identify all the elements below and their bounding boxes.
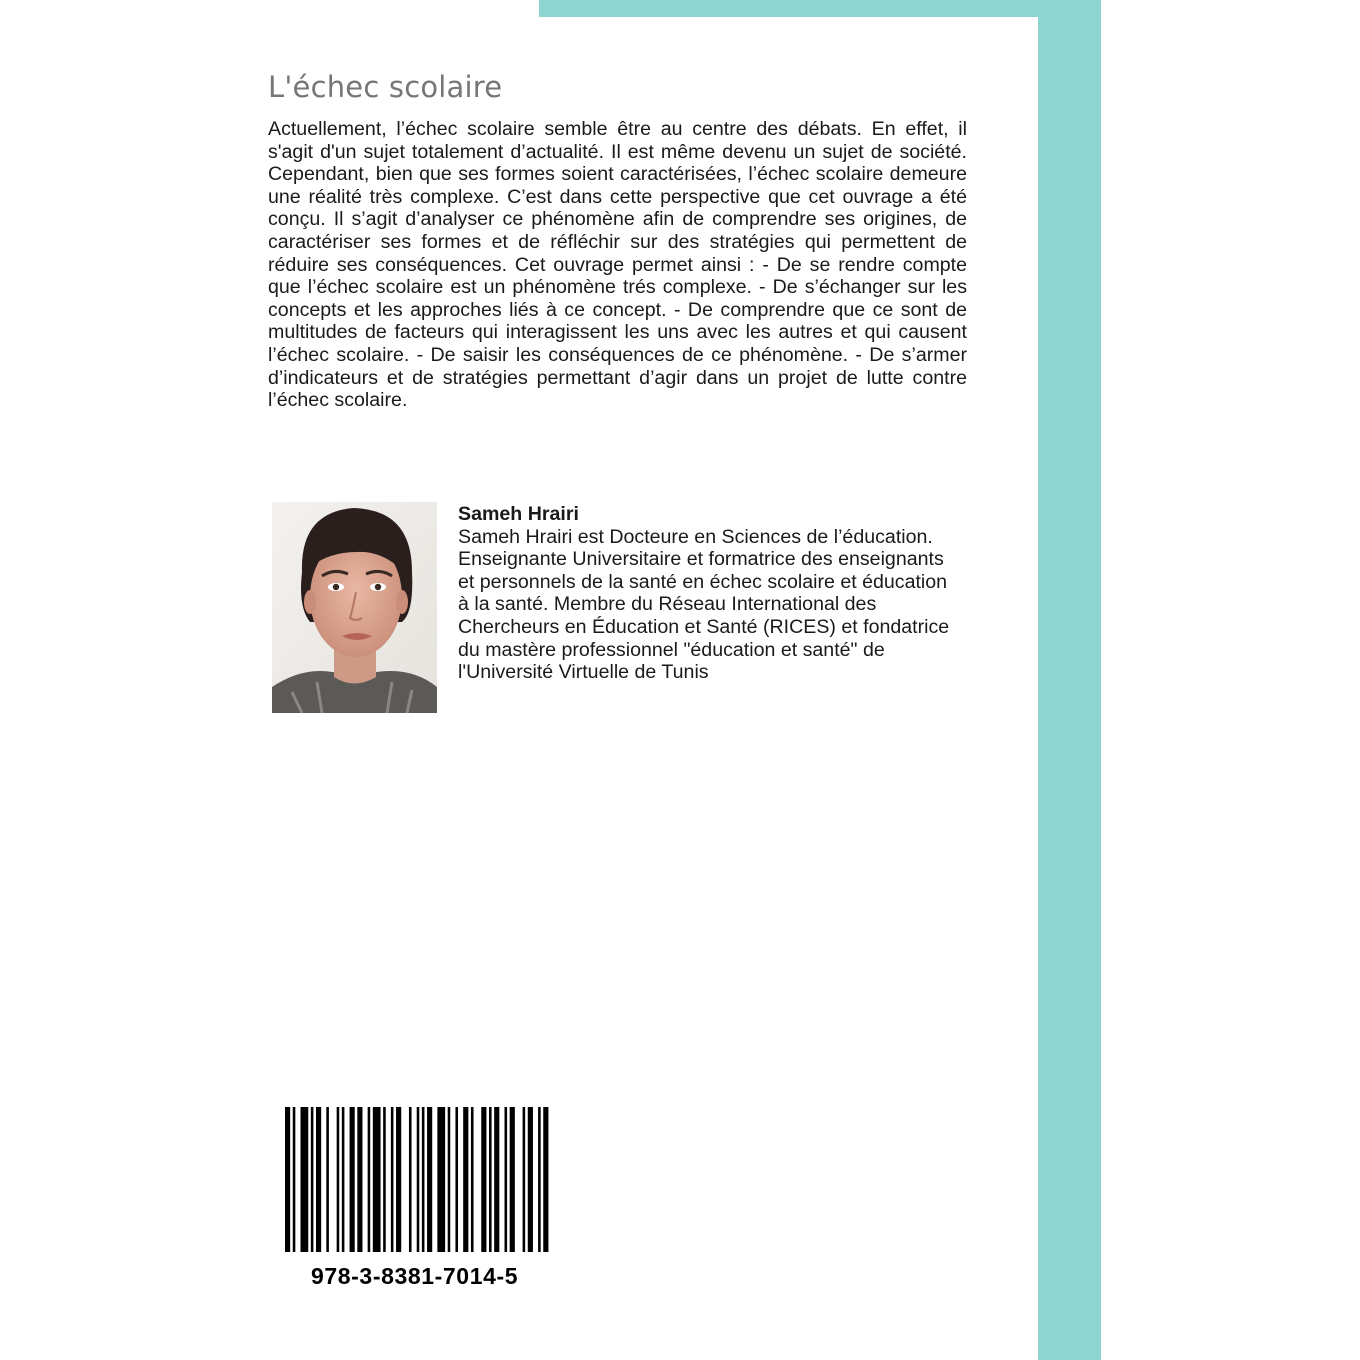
barcode-bar xyxy=(481,1107,486,1252)
barcode-bar xyxy=(391,1107,394,1252)
barcode-bar xyxy=(368,1107,371,1252)
barcode-bar xyxy=(417,1107,420,1252)
barcode-bar xyxy=(489,1107,492,1252)
barcode-bar xyxy=(337,1107,340,1252)
barcode-bar xyxy=(448,1107,451,1252)
barcode-bar xyxy=(285,1107,290,1252)
isbn-number: 978-3-8381-7014-5 xyxy=(311,1263,519,1289)
barcode-bar xyxy=(528,1107,533,1252)
book-blurb: Actuellement, l’échec scolaire semble être au centre des débats. En effet, il s'agit d'un sujet totalement d’actualité. Il est même devenu un sujet de société. Cependant, bien que ses formes soient caractérisées, l’échec scolaire demeure une réalité très complexe. C’est dans cette perspective que cet ouvrage a été conçu. Il s’agit d’analyser ce phénomène afin de comprendre ses origines, de caractériser ses formes et de réfléchir sur des stratégies qui permettent de réduire ses conséquences. Cet ouvrage permet ainsi : - De se rendre compte que l’échec scolaire est un phénomène trés complexe. - De s’échanger sur les concepts et les approches liés à ce concept. - De comprendre que ce sont de multitudes de facteurs qui interagissent les uns avec les autres et qui causent l’échec scolaire. - De saisir les conséquences de ce phénomène. - De s’armer d’indicateurs et de stratégies permettant d’agir dans un projet de lutte contre l’échec scolaire. xyxy=(268,118,967,412)
barcode-bar xyxy=(538,1107,541,1252)
barcode-bar xyxy=(427,1107,432,1252)
barcode-bar xyxy=(293,1107,296,1252)
author-section xyxy=(458,503,958,684)
barcode-bar xyxy=(350,1107,355,1252)
book-title: L'échec scolaire xyxy=(268,70,503,104)
barcode-bar xyxy=(437,1107,445,1252)
barcode-bar xyxy=(543,1107,548,1252)
cover-accent-band-top xyxy=(539,0,1101,17)
author-bio: Sameh Hrairi est Docteure en Sciences de l’éducation. Enseignante Universitaire et formatrice des enseignants et personnels de la santé en échec scolaire et éducation à la santé. Membre du Réseau International des Chercheurs en Éducation et Santé (RICES) et fondatrice du mastère professionnel "éducation et santé" de l'Université Virtuelle de Tunis xyxy=(458,525,950,684)
author-name: Sameh Hrairi xyxy=(458,503,579,525)
barcode-bar xyxy=(510,1107,515,1252)
barcode-bar xyxy=(311,1107,314,1252)
barcode-bar xyxy=(326,1107,329,1252)
barcode-bar xyxy=(373,1107,381,1252)
barcode-bar xyxy=(357,1107,362,1252)
barcode-bar xyxy=(409,1107,412,1252)
barcode-bar xyxy=(342,1107,345,1252)
barcode-bar xyxy=(505,1107,508,1252)
barcode-bar xyxy=(396,1107,401,1252)
barcode-bar xyxy=(523,1107,526,1252)
isbn-barcode xyxy=(285,1107,551,1252)
barcode-bar xyxy=(455,1107,458,1252)
barcode-bar xyxy=(494,1107,499,1252)
barcode-bar xyxy=(471,1107,474,1252)
author-photo xyxy=(272,502,437,713)
barcode-bar xyxy=(422,1107,425,1252)
barcode-bar xyxy=(316,1107,321,1252)
barcode-bar xyxy=(301,1107,309,1252)
cover-accent-band-right xyxy=(1038,0,1101,1360)
barcode-bar xyxy=(463,1107,468,1252)
barcode-bar xyxy=(383,1107,386,1252)
